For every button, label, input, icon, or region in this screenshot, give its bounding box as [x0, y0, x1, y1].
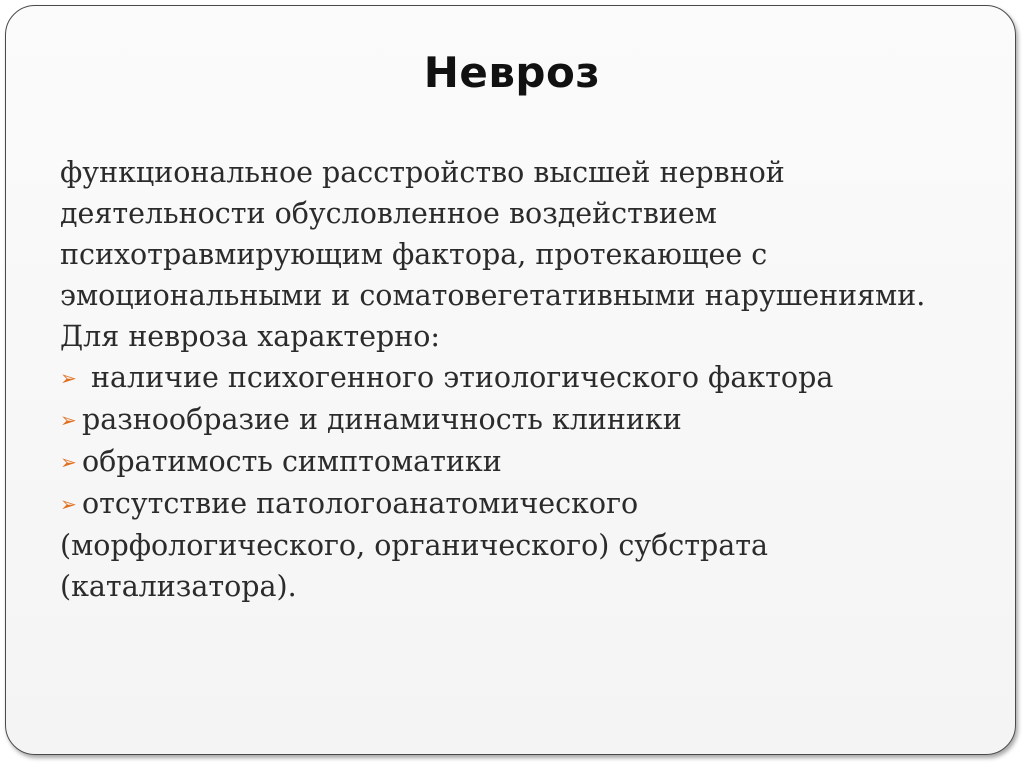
arrow-bullet-icon: ➢	[60, 450, 77, 474]
arrow-bullet-icon: ➢	[60, 366, 77, 390]
bullet-item	[60, 483, 990, 525]
continuation-line: (катализатора).	[60, 570, 297, 603]
bullet-text: разнообразие и динамичность клиники	[82, 403, 682, 436]
arrow-bullet-icon: ➢	[60, 408, 77, 432]
paragraph-line: Для невроза характерно:	[60, 320, 440, 353]
bullet-item	[60, 441, 990, 483]
bullet-item	[60, 357, 990, 399]
slide-title: Невроз	[423, 48, 601, 97]
paragraph-line: функциональное расстройство высшей нервной	[60, 156, 785, 189]
slide-body	[60, 152, 990, 607]
paragraph-line: эмоциональными и соматовегетативными нарушениями.	[60, 279, 926, 312]
continuation-line: (морфологического, органического) субстрата	[60, 529, 769, 562]
bullet-text: обратимость симптоматики	[82, 445, 502, 478]
paragraph-line: психотравмирующим фактора, протекающее с	[60, 238, 768, 271]
arrow-bullet-icon: ➢	[60, 492, 77, 516]
bullet-text: наличие психогенного этиологического фактора	[82, 361, 834, 394]
bullet-text: отсутствие патологоанатомического	[82, 487, 639, 520]
bullet-item	[60, 399, 990, 441]
paragraph-line: деятельности обусловленное воздействием	[60, 197, 717, 230]
